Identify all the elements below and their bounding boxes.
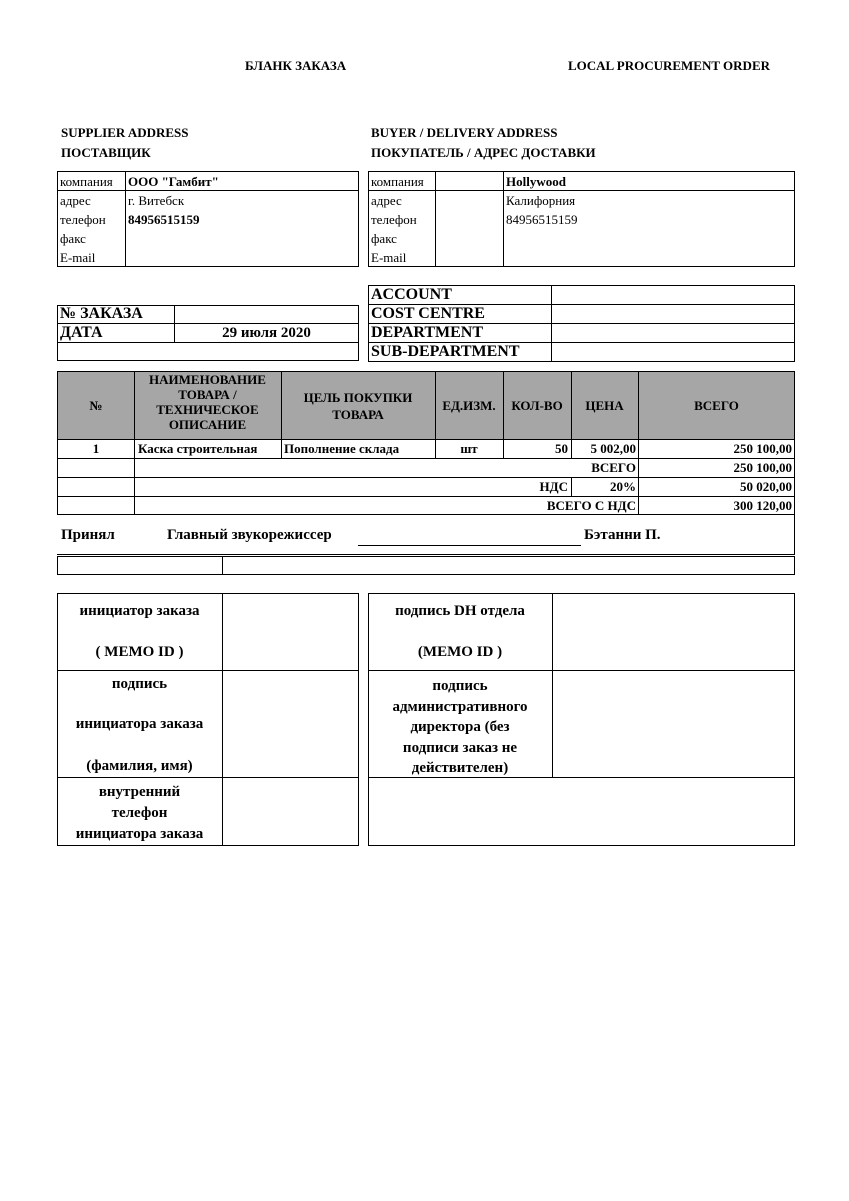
order-date-label: ДАТА [60, 324, 103, 341]
vat-label: НДС [539, 479, 568, 494]
buyer-heading-en: BUYER / DELIVERY ADDRESS [371, 125, 558, 140]
grand-total-value: 300 120,00 [733, 498, 792, 513]
row-name: Каска строительная [138, 441, 258, 456]
buyer-company: Hollywood [506, 174, 566, 189]
row-price: 5 002,00 [590, 441, 636, 456]
grand-total-label: ВСЕГО С НДС [546, 498, 636, 513]
supplier-heading-en: SUPPLIER ADDRESS [61, 125, 189, 140]
form-title-ru: БЛАНК ЗАКАЗА [245, 58, 347, 73]
order-number-label: № ЗАКАЗА [60, 305, 143, 322]
subtotal-label: ВСЕГО [591, 460, 636, 475]
admin-signature-line2: административного [392, 698, 528, 715]
col-header-name-line1: НАИМЕНОВАНИЕ [149, 372, 266, 387]
col-header-unit: ЕД.ИЗМ. [442, 398, 496, 413]
col-header-qty: КОЛ-ВО [511, 398, 563, 413]
supplier-label-address: адрес [60, 193, 91, 208]
col-header-price: ЦЕНА [585, 398, 624, 413]
buyer-heading-ru: ПОКУПАТЕЛЬ / АДРЕС ДОСТАВКИ [371, 145, 596, 160]
col-header-purpose-line1: ЦЕЛЬ ПОКУПКИ [303, 390, 413, 405]
supplier-label-phone: телефон [60, 212, 106, 227]
buyer-address: Калифорния [506, 193, 576, 208]
buyer-label-company: компания [371, 174, 424, 189]
internal-phone-label [57, 782, 222, 845]
row-num: 1 [92, 441, 100, 456]
col-header-name-line3: ТЕХНИЧЕСКОЕ [156, 402, 259, 417]
buyer-label-fax: факс [371, 231, 397, 246]
supplier-address: г. Витебск [128, 193, 185, 208]
accepted-label: Принял [61, 527, 115, 543]
admin-signature-line1: подпись [432, 678, 488, 694]
sub-department-label: SUB-DEPARTMENT [371, 343, 520, 360]
buyer-label-phone: телефон [371, 212, 417, 227]
col-header-purpose-line2: ТОВАРА [332, 407, 384, 422]
department-label: DEPARTMENT [371, 324, 484, 341]
supplier-label-fax: факс [60, 231, 86, 246]
signature-line [358, 545, 581, 546]
admin-signature-line4: подписи заказ не [402, 739, 518, 756]
admin-signature-line3: директора (без [410, 719, 510, 735]
buyer-phone: 84956515159 [506, 212, 578, 227]
col-header-name [134, 372, 281, 432]
admin-signature-line5: действителен) [411, 760, 509, 776]
vat-rate: 20% [610, 479, 636, 494]
col-header-num: № [89, 398, 103, 413]
surname-name-label: (фамилия, имя) [86, 758, 193, 774]
col-header-total: ВСЕГО [694, 398, 739, 413]
memo-id-left: ( MEMO ID ) [95, 644, 184, 660]
buyer-label-address: адрес [371, 193, 402, 208]
accepted-name: Бэтанни П. [584, 527, 661, 543]
dh-signature-label: подпись DH отдела [395, 603, 525, 619]
account-label: ACCOUNT [371, 286, 452, 303]
buyer-label-email: E-mail [371, 250, 407, 265]
vat-value: 50 020,00 [740, 479, 792, 494]
internal-phone-line3: инициатора заказа [75, 826, 204, 842]
row-purpose: Пополнение склада [284, 441, 400, 456]
col-header-name-line2: ТОВАРА / [178, 387, 237, 402]
supplier-label-email: E-mail [60, 250, 96, 265]
subtotal-value: 250 100,00 [733, 460, 792, 475]
internal-phone-line2: телефон [111, 805, 168, 821]
initiator-order-label: инициатор заказа [79, 603, 200, 619]
initiator-of-order-label: инициатора заказа [75, 716, 204, 732]
form-title-en: LOCAL PROCUREMENT ORDER [568, 58, 771, 73]
row-total: 250 100,00 [733, 441, 792, 456]
order-date-value: 29 июля 2020 [222, 325, 311, 341]
memo-id-right: (MEMO ID ) [417, 644, 503, 660]
supplier-company: ООО "Гамбит" [128, 174, 219, 189]
col-header-name-line4: ОПИСАНИЕ [168, 417, 247, 432]
row-unit: шт [460, 441, 478, 456]
signature-word-left: подпись [111, 676, 168, 692]
row-qty: 50 [555, 441, 568, 456]
col-header-purpose [281, 389, 435, 423]
accepted-position: Главный звукорежиссер [167, 527, 332, 543]
internal-phone-line1: внутренний [98, 784, 181, 800]
cost-centre-label: COST CENTRE [371, 305, 485, 322]
supplier-label-company: компания [60, 174, 113, 189]
supplier-phone: 84956515159 [128, 212, 200, 227]
supplier-heading-ru: ПОСТАВЩИК [61, 145, 151, 160]
admin-signature-label [368, 676, 552, 779]
